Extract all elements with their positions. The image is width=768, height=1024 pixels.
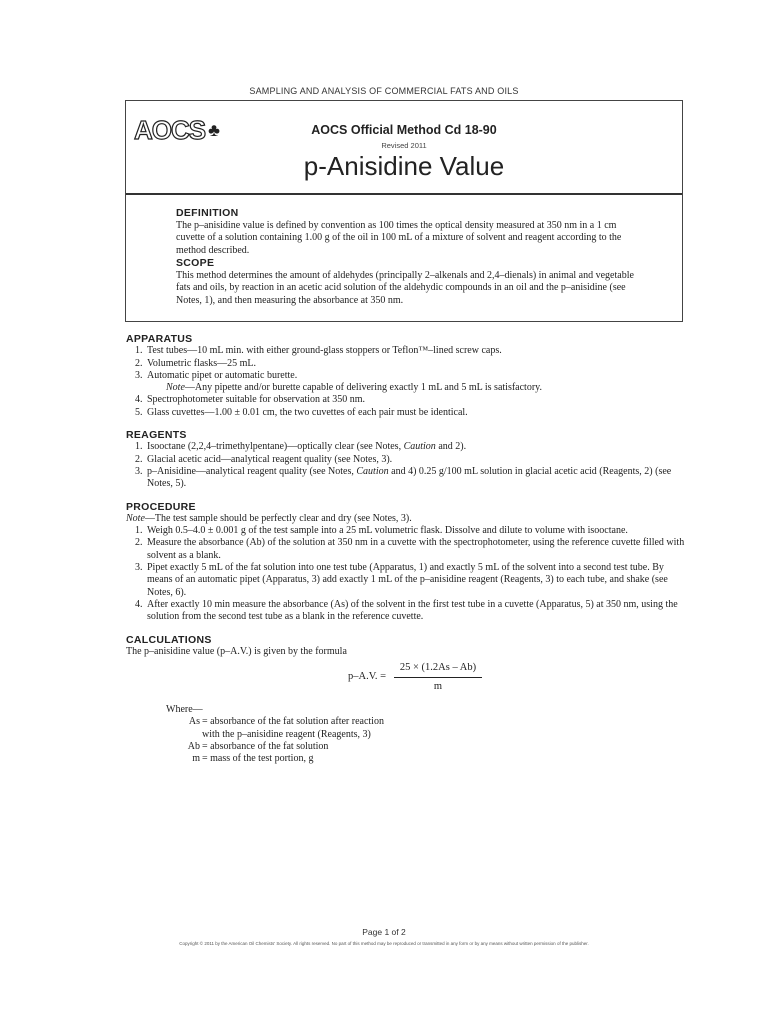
reagents-heading: REAGENTS — [126, 429, 187, 442]
procedure-section — [126, 501, 691, 624]
procedure-heading: PROCEDURE — [126, 500, 196, 513]
page-number: Page 1 of 2 — [362, 927, 406, 937]
clover-icon: ♣ — [208, 120, 219, 140]
apparatus-list-continued — [126, 394, 691, 419]
variable-description: = absorbance of the fat solution after reaction — [202, 716, 384, 728]
item-text: and 4) 0.25 g/100 mL solution in glacial acetic acid (Reagents, 2) (see Notes, 5). — [147, 465, 672, 490]
revised-date: Revised 2011 — [381, 141, 427, 150]
formula-denominator: m — [433, 681, 443, 693]
note-text: —The test sample should be perfectly clear and dry (see Notes, 3). — [144, 512, 412, 524]
definition-line — [166, 753, 691, 765]
formula-fraction — [394, 662, 482, 694]
variable-symbol: As — [188, 716, 200, 728]
apparatus-list — [126, 345, 691, 382]
note-label: Note — [126, 512, 145, 524]
apparatus-heading: APPARATUS — [126, 333, 193, 345]
note-label: Note — [166, 382, 185, 394]
list-item: 1. Test tubes—10 mL min. with either ground-glass stoppers or Teflon™–lined screw caps. — [145, 345, 691, 357]
apparatus-note — [166, 382, 691, 394]
running-header: SAMPLING AND ANALYSIS OF COMMERCIAL FATS AND OILS — [249, 86, 519, 96]
list-item — [145, 441, 691, 453]
list-item: 4. Spectrophotometer suitable for observation at 350 nm. — [145, 394, 691, 406]
definition-scope-block — [176, 207, 646, 307]
formula-lhs: p–A.V. = — [348, 671, 387, 683]
caution-label: Caution — [403, 441, 436, 453]
procedure-list — [126, 525, 691, 623]
calculations-heading: CALCULATIONS — [126, 633, 212, 646]
apparatus-section — [126, 333, 691, 419]
method-title: AOCS Official Method Cd 18-90 — [311, 123, 497, 137]
copyright-notice: Copyright © 2011 by the American Oil Chemists' Society. All rights reserved. No part of this method may be reproduced or transmitted in any form or by any means without written permission of the publisher. — [179, 941, 589, 946]
list-item: 1. Weigh 0.5–4.0 ± 0.001 g of the test sample into a 25 mL volumetric flask. Dissolve and dilute to volume with isooctane. — [145, 525, 691, 537]
title-divider — [126, 193, 682, 195]
scope-text: This method determines the amount of aldehydes (principally 2–alkenals and 2,4–dienals) in animal and vegetable fats and oils, by reaction in an acetic acid solution of the aldehydic compounds in an oil and the p–anisidine (see Notes, 1), and then measuring the absorbance at 350 nm. — [176, 269, 634, 306]
calculations-section — [126, 634, 691, 766]
list-item: 2. Glacial acetic acid—analytical reagent quality (see Notes, 3). — [145, 454, 691, 466]
method-body — [126, 333, 691, 776]
caution-label: Caution — [356, 465, 389, 477]
calculations-intro: The p–anisidine value (p–A.V.) is given by the formula — [126, 645, 347, 657]
variable-definitions — [166, 704, 691, 765]
list-item: 2. Volumetric flasks—25 mL. — [145, 358, 691, 370]
item-text: and 2). — [435, 441, 467, 453]
list-item — [145, 466, 691, 491]
variable-description: = absorbance of the fat solution — [202, 741, 329, 753]
list-item: 4. After exactly 10 min measure the absorbance (As) of the solvent in the first test tube in a cuvette (Apparatus, 5) at 350 nm, using the solution from the second test tube as a blank in the reference cuvette. — [145, 599, 691, 624]
definition-heading: DEFINITION — [176, 207, 239, 219]
procedure-note — [126, 513, 691, 525]
list-item: 2. Measure the absorbance (Ab) of the solution at 350 nm in a cuvette with the spectrophotometer, using the reference cuvette filled with solvent as a blank. — [145, 537, 691, 562]
definition-line — [166, 741, 691, 753]
list-item: 3. Pipet exactly 5 mL of the fat solution into one test tube (Apparatus, 1) and exactly 5 mL of the solvent into a second test tube. By means of an automatic pipet (Apparatus, 3) add exactly 1 mL of the p–anisidine reagent (Reagents, 3) to each tube, and shake (see Notes, 6). — [145, 562, 691, 599]
definition-line — [166, 716, 691, 728]
variable-symbol: Ab — [187, 741, 200, 753]
item-text: p–Anisidine—analytical reagent quality (see Notes, — [147, 465, 357, 477]
definition-text: The p–anisidine value is defined by convention as 100 times the optical density measured at 350 nm in a 1 cm cuvette of a solution containing 1.00 g of the oil in 100 mL of a mixture of solvent and reagent according to the method described. — [176, 219, 622, 256]
variable-symbol: m — [192, 753, 200, 765]
scope-heading: SCOPE — [176, 257, 215, 269]
where-label: Where— — [166, 704, 203, 716]
title-box — [125, 100, 683, 322]
reagents-list — [126, 441, 691, 490]
note-text: —Any pipette and/or burette capable of delivering exactly 1 mL and 5 mL is satisfactory. — [184, 382, 542, 394]
list-item: 5. Glass cuvettes—1.00 ± 0.01 cm, the two cuvettes of each pair must be identical. — [145, 407, 691, 419]
reagents-section — [126, 429, 691, 490]
item-text: Isooctane (2,2,4–trimethylpentane)—optically clear (see Notes, — [147, 441, 404, 453]
definition-continuation: with the p–anisidine reagent (Reagents, 3) — [202, 728, 371, 740]
aocs-logo-text: AOCS — [134, 115, 206, 145]
variable-description: = mass of the test portion, g — [202, 753, 314, 765]
list-item: 3. Automatic pipet or automatic burette. — [145, 370, 691, 382]
formula-numerator: 25 × (1.2As – Ab) — [394, 662, 482, 678]
page-title: p-Anisidine Value — [303, 151, 505, 181]
formula — [126, 662, 691, 696]
